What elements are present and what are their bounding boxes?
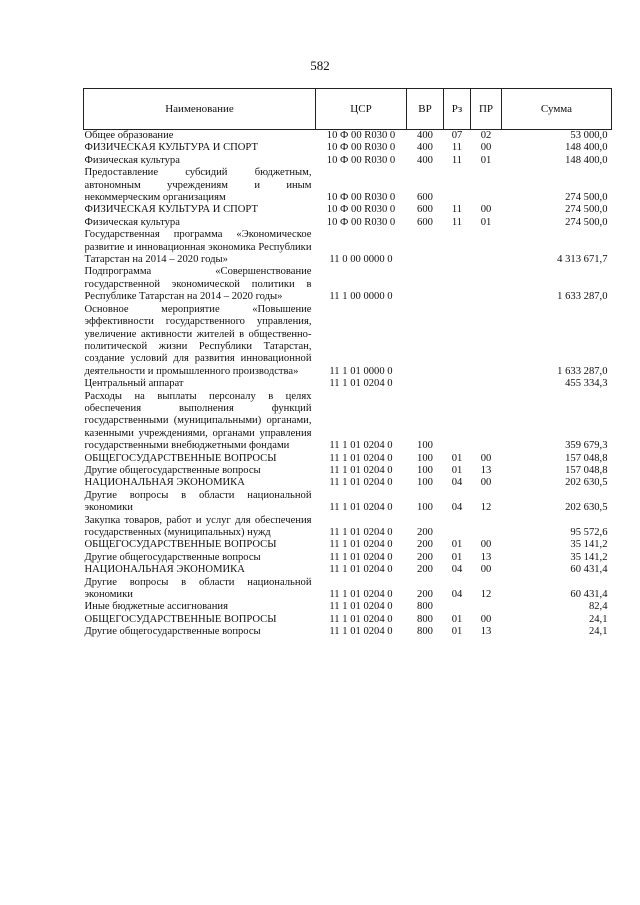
cell-sum: 53 000,0 <box>570 130 608 141</box>
cell-pr: 13 <box>480 551 492 563</box>
cell-pr: 00 <box>480 613 492 625</box>
cell-sum: 202 630,5 <box>565 477 608 489</box>
table-row <box>84 155 612 167</box>
cell-vr: 600 <box>417 216 433 228</box>
cell-csr: 11 0 00 0000 0 <box>329 254 393 266</box>
cell-rz: 01 <box>451 539 463 551</box>
cell-rz: 11 <box>451 142 463 154</box>
cell-csr: 11 1 01 0204 0 <box>329 464 393 476</box>
cell-pr: 02 <box>480 130 492 141</box>
cell-vr: 100 <box>417 452 433 464</box>
table-row <box>84 564 612 576</box>
cell-name: Физическая культура <box>84 154 180 166</box>
cell-name: Расходы на выплаты персоналу в целях обеспечения выполнения функций государственными (муниципальными) органами, казенными учреждениями, органами управления государственными внебюджетными фондами <box>84 390 312 452</box>
cell-csr: 10 Ф 00 R030 0 <box>326 154 396 166</box>
header-sum: Сумма <box>502 89 612 130</box>
cell-pr <box>471 304 502 378</box>
cell-sum: 148 400,0 <box>565 142 608 154</box>
table-row <box>84 465 612 477</box>
table-row <box>84 130 612 143</box>
cell-vr: 200 <box>417 564 433 576</box>
cell-vr: 100 <box>417 477 433 489</box>
cell-pr: 00 <box>480 142 492 154</box>
cell-name: Другие вопросы в области национальной экономики <box>84 489 312 514</box>
cell-csr: 10 Ф 00 R030 0 <box>326 142 396 154</box>
cell-rz: 01 <box>451 626 463 638</box>
cell-vr: 200 <box>417 589 433 601</box>
cell-vr: 200 <box>417 539 433 551</box>
table-row <box>84 539 612 551</box>
cell-name: ОБЩЕГОСУДАРСТВЕННЫЕ ВОПРОСЫ <box>84 539 277 551</box>
cell-vr: 800 <box>417 601 433 613</box>
cell-rz <box>444 266 471 303</box>
cell-csr: 11 1 01 0000 0 <box>329 365 393 377</box>
cell-rz <box>444 167 471 204</box>
cell-rz <box>444 601 471 613</box>
cell-rz: 01 <box>451 551 463 563</box>
cell-name: Центральный аппарат <box>84 378 184 390</box>
cell-pr <box>471 378 502 390</box>
cell-sum: 202 630,5 <box>565 502 608 514</box>
cell-vr: 400 <box>417 154 433 166</box>
cell-name: Подпрограмма «Совершенствование государственной экономической политики в Республике Татарстан на 2014 – 2020 годы» <box>84 266 312 303</box>
table-row <box>84 626 612 638</box>
cell-name: Государственная программа «Экономическое развитие и инновационная экономика Республики Татарстан на 2014 – 2020 годы» <box>84 229 312 266</box>
cell-name: Иные бюджетные ассигнования <box>84 601 228 613</box>
cell-pr: 00 <box>480 477 492 489</box>
cell-vr: 100 <box>417 464 433 476</box>
cell-name: ФИЗИЧЕСКАЯ КУЛЬТУРА И СПОРТ <box>84 204 258 216</box>
table-row <box>84 490 612 515</box>
cell-sum: 24,1 <box>588 626 608 638</box>
header-csr: ЦСР <box>316 89 407 130</box>
cell-rz: 11 <box>451 216 463 228</box>
cell-pr <box>471 229 502 266</box>
cell-vr: 600 <box>417 204 433 216</box>
table-row <box>84 552 612 564</box>
cell-rz: 04 <box>451 477 463 489</box>
cell-pr: 01 <box>480 154 492 166</box>
table-row <box>84 577 612 602</box>
table-row <box>84 266 612 303</box>
cell-csr: 10 Ф 00 R030 0 <box>326 130 396 141</box>
cell-sum: 24,1 <box>588 613 608 625</box>
header-rz: Рз <box>444 89 471 130</box>
cell-pr <box>471 266 502 303</box>
cell-pr: 13 <box>480 464 492 476</box>
table-row <box>84 391 612 453</box>
table-row <box>84 167 612 204</box>
cell-sum: 455 334,3 <box>565 378 608 390</box>
cell-csr: 11 1 01 0204 0 <box>329 626 393 638</box>
cell-csr: 11 1 01 0204 0 <box>329 502 393 514</box>
cell-sum: 157 048,8 <box>565 452 608 464</box>
cell-rz: 11 <box>451 204 463 216</box>
cell-pr: 00 <box>480 539 492 551</box>
cell-name: Другие вопросы в области национальной экономики <box>84 576 312 601</box>
cell-name: ФИЗИЧЕСКАЯ КУЛЬТУРА И СПОРТ <box>84 142 258 154</box>
cell-name: Другие общегосударственные вопросы <box>84 464 261 476</box>
cell-rz <box>444 229 471 266</box>
table-row <box>84 477 612 489</box>
cell-rz: 01 <box>451 452 463 464</box>
table-row <box>84 142 612 154</box>
cell-vr: 400 <box>417 142 433 154</box>
cell-vr: 100 <box>417 440 433 452</box>
cell-pr: 00 <box>480 204 492 216</box>
cell-pr <box>471 601 502 613</box>
cell-vr: 200 <box>417 527 433 538</box>
cell-vr <box>407 229 444 266</box>
cell-sum: 82,4 <box>588 601 608 613</box>
table-row <box>84 204 612 216</box>
cell-sum: 4 313 671,7 <box>557 254 608 266</box>
cell-name: НАЦИОНАЛЬНАЯ ЭКОНОМИКА <box>84 564 245 576</box>
cell-csr: 11 1 01 0204 0 <box>329 378 393 390</box>
cell-pr: 00 <box>480 452 492 464</box>
cell-csr: 11 1 01 0204 0 <box>329 539 393 551</box>
header-name: Наименование <box>84 89 316 130</box>
cell-name: Предоставление субсидий бюджетным, автономным учреждениям и иным некоммерческим организациям <box>84 167 312 204</box>
cell-rz <box>444 391 471 453</box>
cell-rz: 11 <box>451 154 463 166</box>
table-row <box>84 515 612 540</box>
cell-pr: 12 <box>480 502 492 514</box>
cell-name: Основное мероприятие «Повышение эффективности государственного управления, увеличение активности жителей в общественно-политической жизни Республики Татарстан, создание условий для развития инновационной деятельности и промышленного производства» <box>84 303 312 377</box>
cell-vr <box>407 304 444 378</box>
cell-pr <box>471 391 502 453</box>
cell-vr <box>407 266 444 303</box>
table-row <box>84 614 612 626</box>
cell-csr: 11 1 01 0204 0 <box>329 527 393 538</box>
cell-name: Другие общегосударственные вопросы <box>84 626 261 638</box>
cell-csr: 11 1 01 0204 0 <box>329 589 393 601</box>
cell-name: Другие общегосударственные вопросы <box>84 551 261 563</box>
table-row <box>84 304 612 378</box>
cell-sum: 95 572,6 <box>570 527 608 538</box>
cell-csr: 11 1 01 0204 0 <box>329 613 393 625</box>
cell-sum: 274 500,0 <box>565 216 608 228</box>
table-header <box>84 89 612 130</box>
cell-rz <box>444 515 471 540</box>
cell-csr: 10 Ф 00 R030 0 <box>326 192 396 204</box>
cell-name: Общее образование <box>84 130 174 141</box>
header-vr: ВР <box>407 89 444 130</box>
cell-pr <box>471 515 502 540</box>
cell-pr <box>471 167 502 204</box>
cell-csr: 11 1 01 0204 0 <box>329 477 393 489</box>
table-row <box>84 378 612 390</box>
cell-csr: 11 1 01 0204 0 <box>329 452 393 464</box>
cell-csr: 10 Ф 00 R030 0 <box>326 204 396 216</box>
cell-sum: 359 679,3 <box>565 440 608 452</box>
cell-pr: 13 <box>480 626 492 638</box>
cell-rz: 04 <box>451 564 463 576</box>
table-body <box>84 130 612 639</box>
cell-sum: 35 141,2 <box>570 539 608 551</box>
cell-vr: 800 <box>417 613 433 625</box>
cell-rz <box>444 304 471 378</box>
cell-rz: 01 <box>451 464 463 476</box>
cell-csr: 11 1 00 0000 0 <box>329 291 393 303</box>
cell-sum: 274 500,0 <box>565 204 608 216</box>
cell-rz <box>444 378 471 390</box>
cell-csr: 10 Ф 00 R030 0 <box>326 216 396 228</box>
cell-vr: 600 <box>417 192 433 204</box>
cell-rz: 07 <box>451 130 463 141</box>
budget-table <box>83 88 612 639</box>
cell-csr: 11 1 01 0204 0 <box>329 601 393 613</box>
table-row <box>84 229 612 266</box>
cell-sum: 148 400,0 <box>565 154 608 166</box>
header-pr: ПР <box>471 89 502 130</box>
cell-rz: 04 <box>451 589 463 601</box>
cell-sum: 157 048,8 <box>565 464 608 476</box>
cell-pr: 00 <box>480 564 492 576</box>
cell-vr: 100 <box>417 502 433 514</box>
table-row <box>84 601 612 613</box>
page-number: 582 <box>310 58 330 73</box>
cell-sum: 35 141,2 <box>570 551 608 563</box>
cell-sum: 1 633 287,0 <box>557 365 608 377</box>
cell-pr: 01 <box>480 216 492 228</box>
table-row <box>84 453 612 465</box>
cell-name: Физическая культура <box>84 216 180 228</box>
cell-vr <box>407 378 444 390</box>
cell-name: ОБЩЕГОСУДАРСТВЕННЫЕ ВОПРОСЫ <box>84 613 277 625</box>
cell-vr: 400 <box>417 130 433 141</box>
cell-name: НАЦИОНАЛЬНАЯ ЭКОНОМИКА <box>84 477 245 489</box>
cell-name: Закупка товаров, работ и услуг для обеспечения государственных (муниципальных) нужд <box>84 514 312 538</box>
cell-sum: 1 633 287,0 <box>557 291 608 303</box>
cell-sum: 60 431,4 <box>570 564 608 576</box>
cell-csr: 11 1 01 0204 0 <box>329 440 393 452</box>
cell-sum: 60 431,4 <box>570 589 608 601</box>
cell-vr: 800 <box>417 626 433 638</box>
cell-rz: 04 <box>451 502 463 514</box>
cell-rz: 01 <box>451 613 463 625</box>
cell-csr: 11 1 01 0204 0 <box>329 551 393 563</box>
cell-vr: 200 <box>417 551 433 563</box>
cell-sum: 274 500,0 <box>565 192 608 204</box>
cell-pr: 12 <box>480 589 492 601</box>
cell-csr: 11 1 01 0204 0 <box>329 564 393 576</box>
table-row <box>84 217 612 229</box>
cell-name: ОБЩЕГОСУДАРСТВЕННЫЕ ВОПРОСЫ <box>84 452 277 464</box>
